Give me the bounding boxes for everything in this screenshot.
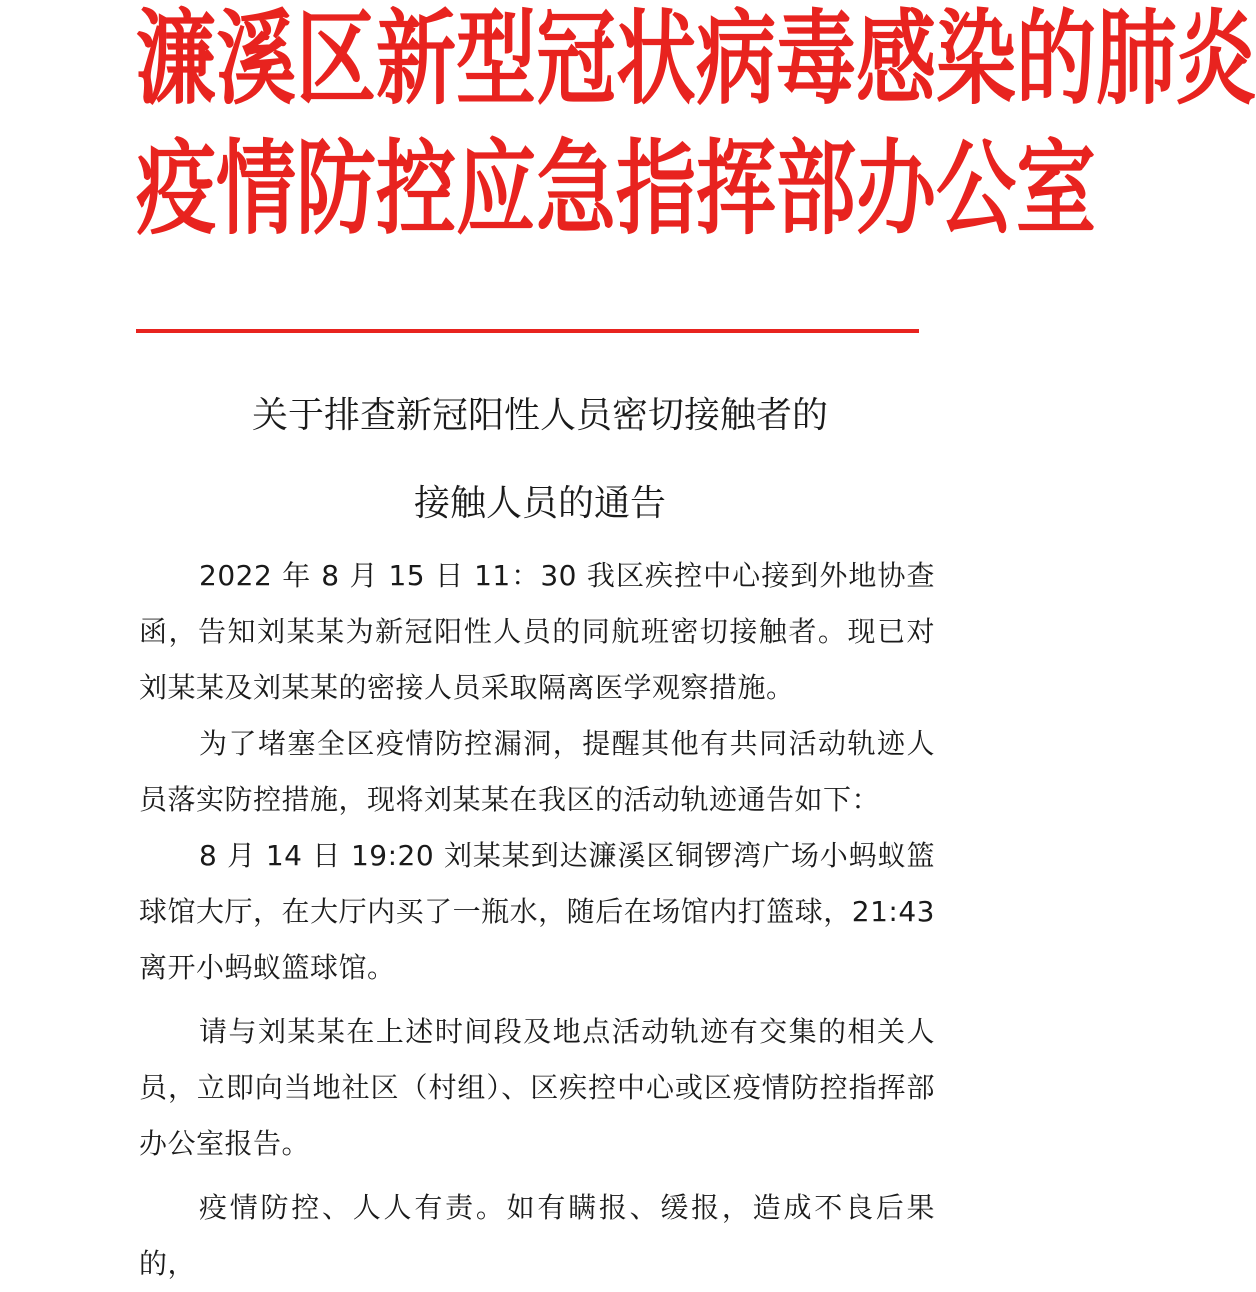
body-paragraph: 疫情防控、人人有责。如有瞒报、缓报，造成不良后果的， [139,1191,935,1280]
body-paragraph: 2022 年 8 月 15 日 11：30 我区疾控中心接到外地协查函，告知刘某某为新冠阳性人员的同航班密切接触者。现已对刘某某及刘某某的密接人员采取隔离医学观察措施。 [139,559,935,704]
body-paragraph: 请与刘某某在上述时间段及地点活动轨迹有交集的相关人员，立即向当地社区（村组）、区疾控中心或区疫情防控指挥部办公室报告。 [139,1015,935,1160]
red-divider-line [136,329,919,333]
notice-body [139,548,935,1292]
notice-title-line-2: 接触人员的通告 [413,483,666,524]
notice-title-line-1: 关于排查新冠阳性人员密切接触者的 [251,395,828,436]
body-paragraph: 为了堵塞全区疫情防控漏洞，提醒其他有共同活动轨迹人员落实防控措施，现将刘某某在我区的活动轨迹通告如下： [139,727,935,816]
issuing-office-header-line-2: 疫情防控应急指挥部办公室 [136,129,1096,249]
issuing-office-header-line-1: 濂溪区新型冠状病毒感染的肺炎 [136,0,1256,119]
body-paragraph: 8 月 14 日 19:20 刘某某到达濂溪区铜锣湾广场小蚂蚁篮球馆大厅，在大厅内买了一瓶水，随后在场馆内打篮球，21:43 离开小蚂蚁篮球馆。 [139,839,935,984]
